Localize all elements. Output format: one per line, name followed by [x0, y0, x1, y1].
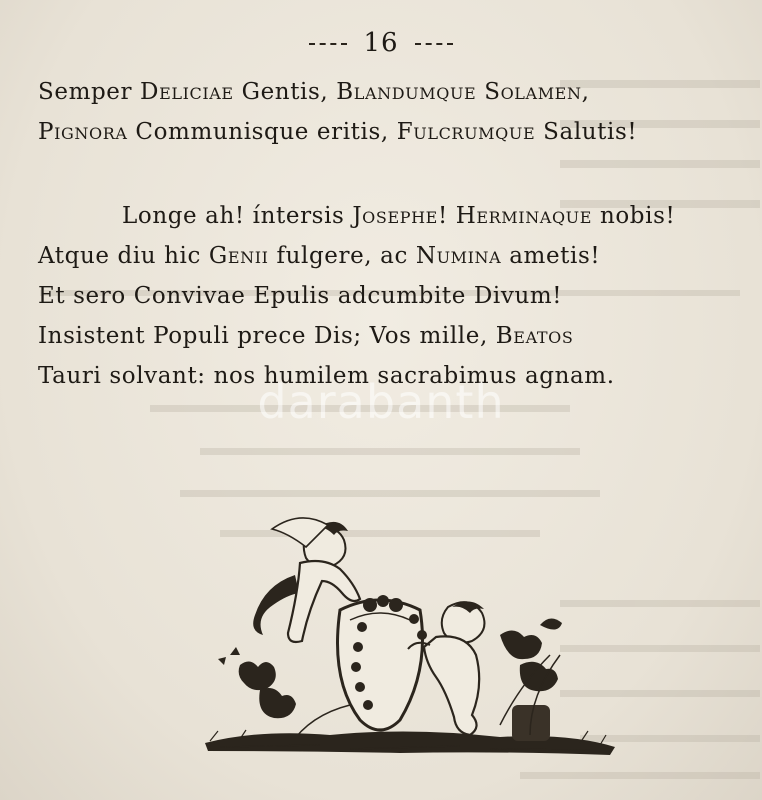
page-header: [0, 28, 762, 58]
cherubs-vignette-icon: [200, 515, 620, 775]
verse-line: Pignora Communisque eritis, Fulcrumque Salutis!: [38, 119, 638, 145]
header-rule-right: [415, 43, 453, 45]
verse-line: Et sero Convivae Epulis adcumbite Divum!: [38, 283, 563, 309]
stanza-1: [38, 72, 637, 152]
verse-line: Tauri solvant: nos humilem sacrabimus agnam.: [38, 363, 615, 389]
watermark-text: darabanth: [257, 375, 505, 429]
stanza-2: [38, 196, 675, 396]
verse-line: Semper Deliciae Gentis, Blandumque Solamen,: [38, 79, 590, 105]
verse-line: Atque diu hic Genii fulgere, ac Numina ametis!: [38, 243, 601, 269]
page-number: 16: [363, 28, 399, 58]
verse-line: Longe ah! íntersis Josephe! Herminaque nobis!: [122, 203, 676, 229]
header-rule-left: [309, 43, 347, 45]
verse-line: Insistent Populi prece Dis; Vos mille, Beatos: [38, 323, 574, 349]
